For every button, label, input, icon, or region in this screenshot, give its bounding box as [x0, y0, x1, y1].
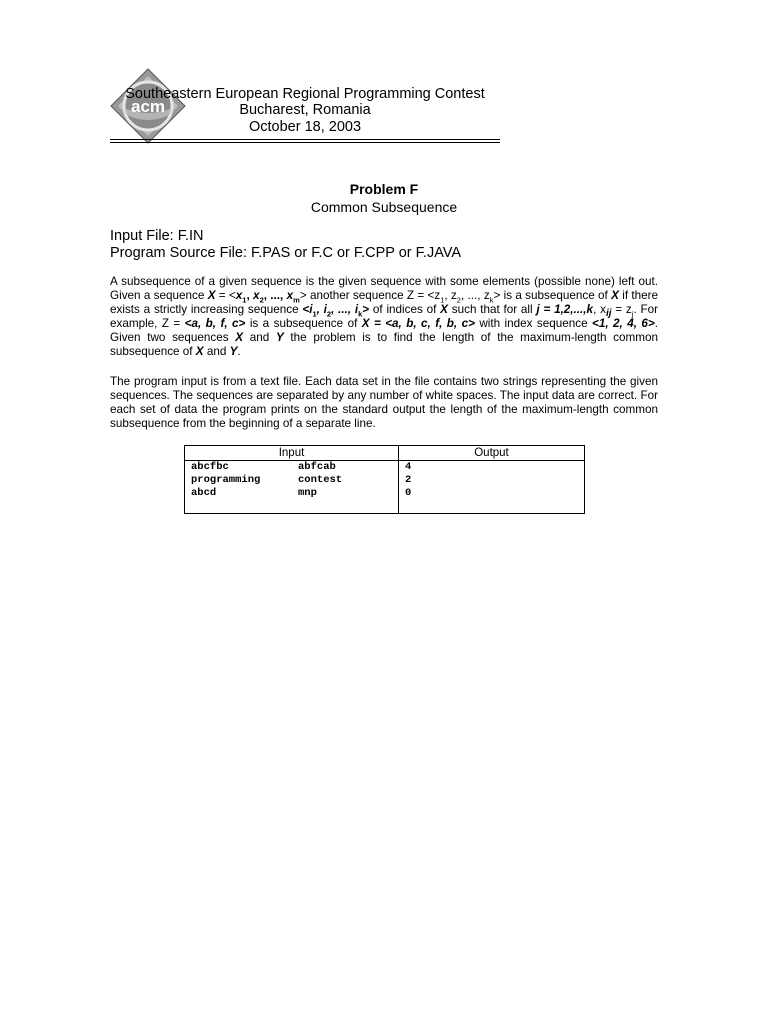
- header-rule-bottom: [110, 142, 500, 143]
- header-rule-top: [110, 139, 500, 140]
- input-row: abcd mnp: [191, 487, 317, 499]
- input-cell: [185, 461, 399, 514]
- contest-name: Southeastern European Regional Programming Contest: [125, 86, 485, 102]
- problem-title: Problem F: [349, 181, 419, 197]
- input-file-line: Input File: F.IN: [110, 228, 204, 244]
- input-row: programming contest: [191, 474, 343, 486]
- source-file-line: Program Source File: F.PAS or F.C or F.CPP or F.JAVA: [110, 245, 462, 261]
- output-row: 2: [405, 474, 412, 486]
- output-cell: [399, 461, 585, 514]
- contest-header: [110, 70, 500, 145]
- sample-io-table: [184, 445, 585, 514]
- logo-text: acm: [130, 97, 166, 116]
- problem-subtitle: Common Subsequence: [310, 199, 458, 215]
- output-header: Output: [399, 446, 585, 461]
- contest-city: Bucharest, Romania: [239, 102, 371, 118]
- output-row: 0: [405, 487, 412, 499]
- input-description: The program input is from a text file. Each data set in the file contains two strings representing the given sequences. The sequences are separated by any number of white spaces. The input data are correct. For each set of data the program prints on the standard output the length of the maximum-length common subsequence from the beginning of a separate line.: [110, 375, 658, 430]
- input-row: abcfbc abfcab: [191, 461, 336, 473]
- input-header: Input: [185, 446, 399, 461]
- output-row: 4: [405, 461, 412, 473]
- contest-date: October 18, 2003: [248, 119, 362, 135]
- problem-description: A subsequence of a given sequence is the given sequence with some elements (possible none) left out. Given a sequence $X = <x_1$, $x_2$, ..., $x_m>$ another sequence $Z = <z_1$, $z_2$, ..., $z_k>$ is a subsequence of X if there exists a strictly increasing sequence $<i_1$, $i_2$, ..., $i_k>$ of indices of X such that for all j = 1,2,...,k, xij = $z_j$. For example, Z = <a, b, f, c> is a subsequence of X = <a, b, c, f, b, c> with index sequence <1, 2, 4, 6>. Given two sequences X and Y the problem is to find the length of the maximum-length common subsequence of X and Y.: [110, 275, 659, 358]
